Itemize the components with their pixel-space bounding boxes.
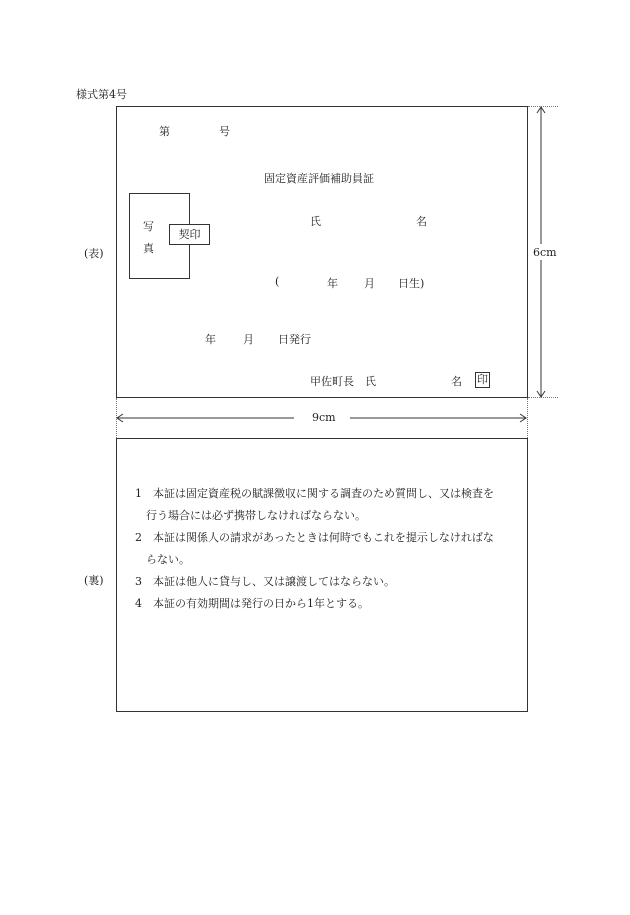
issuer-name-label: 名 [451, 375, 462, 388]
rule-4: 4 本証の有効期間は発行の日から1年とする。 [135, 597, 369, 610]
width-dimension-label: 9cm [312, 411, 336, 424]
rule-2-line-2: らない。 [135, 553, 190, 566]
rule-2-line-1: 2 本証は関係人の請求があったときは何時でもこれを提示しなければな [135, 531, 494, 544]
number-prefix: 第 [159, 125, 170, 138]
height-dimension-label: 6cm [533, 246, 557, 259]
back-card [116, 438, 528, 712]
issue-year: 年 [205, 333, 216, 346]
rule-1-line-1: 1 本証は固定資産税の賦課徴収に関する調査のため質問し、又は検査を [135, 487, 494, 500]
rule-1-line-2: 行う場合には必ず携帯しなければならない。 [135, 509, 366, 522]
photo-label-1: 写 [143, 220, 154, 233]
stamp-label: 契印 [178, 228, 201, 241]
front-side-label: (表) [84, 247, 104, 260]
seal-mark: 印 [477, 373, 488, 386]
issue-month: 月 [243, 333, 254, 346]
card-title: 固定資産評価補助員証 [264, 172, 374, 185]
photo-label-2: 真 [143, 242, 154, 255]
birth-day: 日生) [398, 277, 425, 290]
back-rules [135, 483, 494, 615]
birth-open: ( [275, 275, 280, 288]
rule-3: 3 本証は他人に貸与し、又は譲渡してはならない。 [135, 575, 395, 588]
issuer-title: 甲佐町長 氏 [310, 375, 376, 388]
birth-month: 月 [364, 277, 375, 290]
birth-year: 年 [327, 277, 338, 290]
stamp-box [169, 224, 210, 245]
issue-day: 日発行 [278, 333, 311, 346]
back-side-label: (裏) [84, 574, 104, 587]
name-label-1: 氏 [310, 215, 321, 228]
name-label-2: 名 [416, 215, 427, 228]
front-card [116, 106, 528, 398]
number-suffix: 号 [219, 125, 230, 138]
form-label: 様式第4号 [76, 88, 127, 101]
